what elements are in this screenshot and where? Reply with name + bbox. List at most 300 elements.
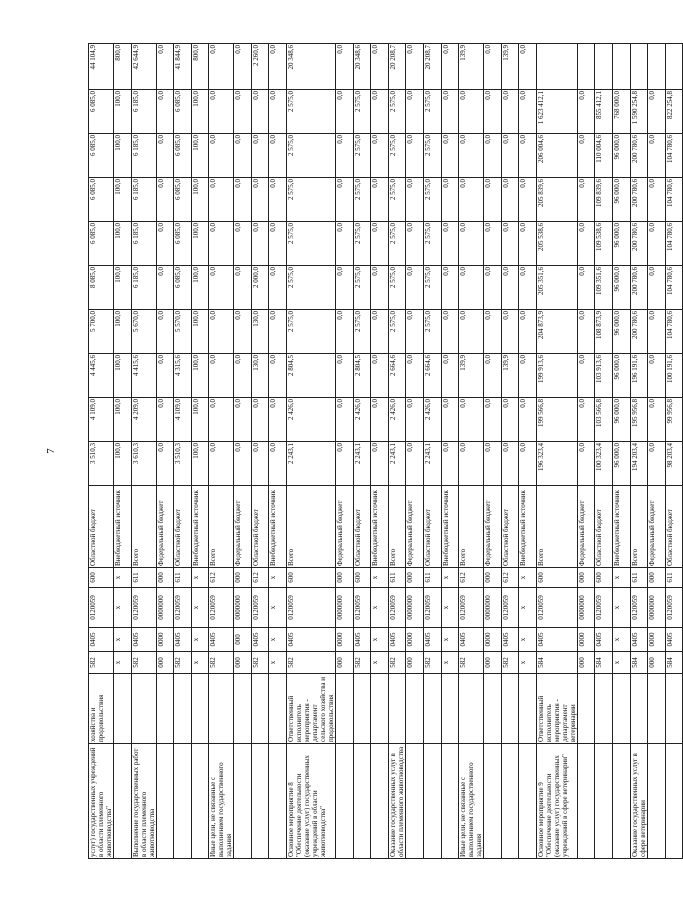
expense-type-cell: x — [519, 568, 537, 588]
value-cell: 0,0 — [336, 310, 354, 354]
table-row — [665, 44, 683, 859]
table-row — [287, 44, 336, 859]
value-cell: 109 839,6 — [595, 178, 613, 222]
value-cell: 100,0 — [114, 398, 132, 442]
value-cell — [612, 44, 630, 90]
value-cell: 2 575,0 — [388, 90, 406, 134]
value-cell: 0,0 — [269, 310, 287, 354]
value-cell: 0,0 — [441, 178, 459, 222]
value-cell: 0,0 — [648, 222, 666, 266]
responsible-cell — [388, 674, 406, 744]
table-row — [536, 44, 577, 859]
value-cell: 139,9 — [501, 44, 519, 90]
value-cell: 0,0 — [519, 266, 537, 310]
value-cell: 0,0 — [441, 442, 459, 486]
value-cell: 0,0 — [648, 90, 666, 134]
value-cell: 0,0 — [459, 90, 484, 134]
value-cell: 0,0 — [336, 134, 354, 178]
responsible-cell: хозяйства и продовольствия — [89, 674, 114, 744]
value-cell: 0,0 — [519, 178, 537, 222]
article-code-cell: 0120059 — [536, 588, 577, 628]
section-code-cell: 0405 — [630, 628, 648, 652]
value-cell: 0,0 — [371, 134, 389, 178]
value-cell: 0,0 — [371, 310, 389, 354]
value-cell: 0,0 — [209, 354, 234, 398]
value-cell: 104 780,6 — [665, 134, 683, 178]
value-cell: 0,0 — [648, 398, 666, 442]
value-cell: 1 590 254,8 — [630, 90, 648, 134]
value-cell: 0,0 — [484, 44, 502, 90]
value-cell: 100,0 — [191, 134, 209, 178]
value-cell: 100,0 — [191, 442, 209, 486]
funding-source-cell: Всего — [209, 486, 234, 568]
value-cell: 6 185,0 — [131, 134, 156, 178]
value-cell: 0,0 — [484, 310, 502, 354]
value-cell: 0,0 — [459, 222, 484, 266]
value-cell: 0,0 — [577, 90, 595, 134]
value-cell: 0,0 — [577, 442, 595, 486]
value-cell: 2 426,0 — [423, 398, 441, 442]
responsible-cell — [251, 674, 269, 744]
article-code-cell: 0000000 — [336, 588, 354, 628]
description-cell — [156, 744, 174, 859]
table-row — [459, 44, 484, 859]
value-cell: 96 000,0 — [612, 398, 630, 442]
value-cell: 2 575,0 — [388, 266, 406, 310]
value-cell: 0,0 — [234, 310, 252, 354]
responsible-cell — [209, 674, 234, 744]
value-cell: 0,0 — [484, 178, 502, 222]
table-row — [371, 44, 389, 859]
expense-type-cell: 612 — [209, 568, 234, 588]
value-cell: 0,0 — [269, 398, 287, 442]
value-cell: 0,0 — [519, 310, 537, 354]
article-code-cell: 0120059 — [423, 588, 441, 628]
value-cell: 0,0 — [459, 266, 484, 310]
description-cell — [174, 744, 192, 859]
value-cell: 0,0 — [441, 90, 459, 134]
gr-code-cell: x — [441, 652, 459, 674]
responsible-cell: Ответственный исполнитель мероприятия - департамент сельского хозяйства и продовольствия — [287, 674, 336, 744]
value-cell: 0,0 — [156, 354, 174, 398]
table-row — [114, 44, 132, 859]
responsible-cell — [423, 674, 441, 744]
expense-type-cell: 611 — [131, 568, 156, 588]
value-cell: 100,0 — [114, 442, 132, 486]
description-cell — [441, 744, 459, 859]
value-cell: 2 575,0 — [353, 178, 371, 222]
description-cell: Иные цели, не связанные с выполнением государственного задания — [459, 744, 484, 859]
funding-source-cell: Всего — [536, 486, 577, 568]
value-cell: 0,0 — [371, 44, 389, 90]
gr-code-cell: 584 — [630, 652, 648, 674]
table-row — [209, 44, 234, 859]
value-cell: 0,0 — [209, 266, 234, 310]
article-code-cell: 0120059 — [630, 588, 648, 628]
value-cell: 0,0 — [269, 90, 287, 134]
value-cell: 20 208,7 — [423, 44, 441, 90]
expense-type-cell: 600 — [353, 568, 371, 588]
value-cell: 6 085,0 — [174, 134, 192, 178]
article-code-cell: 0120059 — [251, 588, 269, 628]
value-cell: 0,0 — [406, 90, 424, 134]
value-cell: 0,0 — [406, 44, 424, 90]
section-code-cell: 0405 — [423, 628, 441, 652]
responsible-cell — [191, 674, 209, 744]
value-cell: 2 575,0 — [423, 222, 441, 266]
section-code-cell: 0405 — [388, 628, 406, 652]
value-cell: 0,0 — [519, 222, 537, 266]
expense-type-cell: x — [371, 568, 389, 588]
gr-code-cell: 584 — [536, 652, 577, 674]
article-code-cell: 0120059 — [131, 588, 156, 628]
value-cell: 104 780,6 — [665, 222, 683, 266]
responsible-cell — [371, 674, 389, 744]
value-cell: 96 000,0 — [612, 442, 630, 486]
description-cell — [336, 744, 354, 859]
value-cell: 0,0 — [577, 398, 595, 442]
value-cell: 0,0 — [406, 222, 424, 266]
value-cell: 0,0 — [648, 354, 666, 398]
value-cell: 100,0 — [191, 222, 209, 266]
responsible-cell — [131, 674, 156, 744]
gr-code-cell: 582 — [131, 652, 156, 674]
value-cell: 2 243,1 — [353, 442, 371, 486]
description-cell — [353, 744, 371, 859]
expense-type-cell: x — [269, 568, 287, 588]
value-cell: 100,0 — [114, 354, 132, 398]
section-code-cell: x — [519, 628, 537, 652]
value-cell: 0,0 — [336, 354, 354, 398]
funding-source-cell: Внебюджетный источник — [519, 486, 537, 568]
value-cell: 2 575,0 — [388, 178, 406, 222]
value-cell: 0,0 — [336, 398, 354, 442]
expense-type-cell: x — [191, 568, 209, 588]
value-cell: 0,0 — [371, 90, 389, 134]
value-cell: 42 644,9 — [131, 44, 156, 90]
value-cell: 100,0 — [191, 398, 209, 442]
value-cell: 100 191,6 — [665, 354, 683, 398]
article-code-cell: 0120059 — [174, 588, 192, 628]
value-cell: 0,0 — [501, 398, 519, 442]
value-cell: 0,0 — [459, 442, 484, 486]
article-code-cell: 0120059 — [209, 588, 234, 628]
value-cell — [665, 44, 683, 90]
value-cell: 199 913,6 — [536, 354, 577, 398]
value-cell: 8 085,0 — [89, 266, 114, 310]
responsible-cell — [630, 674, 648, 744]
value-cell: 2 575,0 — [423, 90, 441, 134]
value-cell: 0,0 — [459, 310, 484, 354]
funding-source-cell: Внебюджетный источник — [612, 486, 630, 568]
value-cell: 2 575,0 — [287, 90, 336, 134]
value-cell: 96 000,0 — [612, 178, 630, 222]
value-cell: 0,0 — [501, 442, 519, 486]
description-cell — [423, 744, 441, 859]
budget-table — [88, 43, 683, 859]
expense-type-cell: 000 — [156, 568, 174, 588]
value-cell: 100,0 — [191, 90, 209, 134]
value-cell: 200 780,6 — [630, 178, 648, 222]
value-cell: 6 085,0 — [174, 178, 192, 222]
table-body — [89, 44, 683, 859]
article-code-cell: x — [519, 588, 537, 628]
value-cell: 0,0 — [406, 178, 424, 222]
table-row — [501, 44, 519, 859]
value-cell: 2 243,1 — [423, 442, 441, 486]
value-cell: 0,0 — [209, 310, 234, 354]
description-cell: Выполнение государственных работ в области племенного животноводства — [131, 744, 156, 859]
table-row — [174, 44, 192, 859]
value-cell: 0,0 — [484, 442, 502, 486]
value-cell: 0,0 — [251, 90, 269, 134]
gr-code-cell: 582 — [174, 652, 192, 674]
value-cell: 0,0 — [441, 398, 459, 442]
funding-source-cell: Федеральный бюджет — [234, 486, 252, 568]
responsible-cell — [406, 674, 424, 744]
value-cell: 0,0 — [209, 90, 234, 134]
article-code-cell: x — [371, 588, 389, 628]
funding-source-cell: Областной бюджет — [89, 486, 114, 568]
value-cell: 2 575,0 — [287, 222, 336, 266]
value-cell: 2 575,0 — [388, 134, 406, 178]
value-cell: 0,0 — [441, 266, 459, 310]
description-cell — [371, 744, 389, 859]
value-cell: 98 203,4 — [665, 442, 683, 486]
value-cell: 2 575,0 — [388, 222, 406, 266]
value-cell: 0,0 — [336, 44, 354, 90]
value-cell: 2 243,1 — [287, 442, 336, 486]
funding-source-cell: Внебюджетный источник — [191, 486, 209, 568]
value-cell: 0,0 — [501, 178, 519, 222]
value-cell: 0,0 — [577, 310, 595, 354]
value-cell: 822 254,8 — [665, 90, 683, 134]
page-number: 7 — [44, 448, 57, 454]
table-row — [251, 44, 269, 859]
funding-source-cell: Областной бюджет — [501, 486, 519, 568]
article-code-cell: 0000000 — [406, 588, 424, 628]
article-code-cell: 0120059 — [287, 588, 336, 628]
value-cell: 6 085,0 — [89, 222, 114, 266]
section-code-cell: 0000 — [577, 628, 595, 652]
value-cell: 0,0 — [371, 442, 389, 486]
value-cell: 100,0 — [114, 134, 132, 178]
value-cell: 205 351,6 — [536, 266, 577, 310]
value-cell: 4 415,6 — [131, 354, 156, 398]
value-cell: 108 873,9 — [595, 310, 613, 354]
value-cell: 6 085,0 — [89, 90, 114, 134]
funding-source-cell: Областной бюджет — [174, 486, 192, 568]
value-cell: 0,0 — [156, 178, 174, 222]
table-row — [648, 44, 666, 859]
funding-source-cell: Федеральный бюджет — [336, 486, 354, 568]
funding-source-cell: Внебюджетный источник — [371, 486, 389, 568]
value-cell: 6 085,0 — [174, 266, 192, 310]
value-cell: 6 185,0 — [131, 178, 156, 222]
value-cell: 100,0 — [114, 178, 132, 222]
value-cell: 0,0 — [441, 310, 459, 354]
value-cell: 0,0 — [156, 266, 174, 310]
value-cell: 0,0 — [484, 266, 502, 310]
section-code-cell: x — [269, 628, 287, 652]
value-cell — [648, 44, 666, 90]
gr-code-cell: 000 — [484, 652, 502, 674]
gr-code-cell: 000 — [336, 652, 354, 674]
value-cell: 2 426,0 — [388, 398, 406, 442]
gr-code-cell: 584 — [665, 652, 683, 674]
section-code-cell: x — [441, 628, 459, 652]
value-cell: 109 351,6 — [595, 266, 613, 310]
funding-source-cell: Областной бюджет — [665, 486, 683, 568]
value-cell: 5 700,0 — [89, 310, 114, 354]
value-cell: 0,0 — [441, 354, 459, 398]
gr-code-cell: x — [191, 652, 209, 674]
gr-code-cell: 000 — [234, 652, 252, 674]
description-cell — [114, 744, 132, 859]
value-cell: 99 956,8 — [665, 398, 683, 442]
value-cell: 103 566,8 — [595, 398, 613, 442]
article-code-cell: 0000000 — [648, 588, 666, 628]
gr-code-cell: 582 — [423, 652, 441, 674]
value-cell: 0,0 — [156, 310, 174, 354]
funding-source-cell: Областной бюджет — [251, 486, 269, 568]
value-cell: 2 664,6 — [388, 354, 406, 398]
funding-source-cell: Всего — [459, 486, 484, 568]
value-cell: 0,0 — [577, 178, 595, 222]
description-cell: Основное мероприятие 8 "Обеспечение деятельности (оказание услуг) государственных учреждений в области животноводства" — [287, 744, 336, 859]
value-cell: 110 004,6 — [595, 134, 613, 178]
value-cell — [630, 44, 648, 90]
article-code-cell: x — [191, 588, 209, 628]
gr-code-cell: 000 — [648, 652, 666, 674]
expense-type-cell: 600 — [536, 568, 577, 588]
value-cell: 5 670,0 — [131, 310, 156, 354]
value-cell: 205 538,6 — [536, 222, 577, 266]
value-cell: 0,0 — [209, 442, 234, 486]
funding-source-cell: Внебюджетный источник — [269, 486, 287, 568]
value-cell: 0,0 — [209, 44, 234, 90]
value-cell: 2 575,0 — [287, 266, 336, 310]
funding-source-cell: Областной бюджет — [595, 486, 613, 568]
value-cell: 200 780,6 — [630, 222, 648, 266]
responsible-cell — [665, 674, 683, 744]
value-cell: 4 209,0 — [131, 398, 156, 442]
description-cell — [519, 744, 537, 859]
article-code-cell: 0120059 — [89, 588, 114, 628]
table-row — [269, 44, 287, 859]
responsible-cell — [501, 674, 519, 744]
value-cell: 4 109,0 — [174, 398, 192, 442]
value-cell: 0,0 — [441, 134, 459, 178]
value-cell: 139,9 — [459, 354, 484, 398]
value-cell: 0,0 — [156, 222, 174, 266]
article-code-cell: x — [114, 588, 132, 628]
value-cell: 0,0 — [519, 44, 537, 90]
value-cell: 2 664,6 — [423, 354, 441, 398]
value-cell: 0,0 — [156, 442, 174, 486]
value-cell: 0,0 — [648, 310, 666, 354]
table-row — [156, 44, 174, 859]
value-cell: 100 323,4 — [595, 442, 613, 486]
gr-code-cell: x — [371, 652, 389, 674]
gr-code-cell: x — [114, 652, 132, 674]
value-cell: 2 575,0 — [287, 178, 336, 222]
value-cell: 6 085,0 — [89, 178, 114, 222]
value-cell: 0,0 — [234, 398, 252, 442]
value-cell: 4 445,6 — [89, 354, 114, 398]
section-code-cell: 0000 — [484, 628, 502, 652]
value-cell: 2 575,0 — [423, 266, 441, 310]
responsible-cell — [336, 674, 354, 744]
value-cell: 2 575,0 — [353, 90, 371, 134]
value-cell: 0,0 — [234, 442, 252, 486]
description-cell — [577, 744, 595, 859]
value-cell: 0,0 — [441, 222, 459, 266]
value-cell: 6 185,0 — [131, 266, 156, 310]
value-cell: 2 575,0 — [353, 222, 371, 266]
description-cell — [406, 744, 424, 859]
value-cell: 100,0 — [191, 266, 209, 310]
table-row — [612, 44, 630, 859]
value-cell: 20 348,6 — [287, 44, 336, 90]
value-cell: 96 000,0 — [612, 222, 630, 266]
value-cell: 100,0 — [191, 178, 209, 222]
value-cell: 0,0 — [269, 266, 287, 310]
section-code-cell: 0405 — [89, 628, 114, 652]
section-code-cell: 0000 — [336, 628, 354, 652]
value-cell: 0,0 — [648, 442, 666, 486]
value-cell: 0,0 — [501, 266, 519, 310]
value-cell: 0,0 — [577, 354, 595, 398]
value-cell: 200 780,6 — [630, 266, 648, 310]
gr-code-cell: x — [519, 652, 537, 674]
article-code-cell: 0120059 — [388, 588, 406, 628]
gr-code-cell: 582 — [287, 652, 336, 674]
value-cell: 0,0 — [441, 44, 459, 90]
gr-code-cell: x — [269, 652, 287, 674]
article-code-cell: 0120059 — [459, 588, 484, 628]
value-cell: 0,0 — [269, 222, 287, 266]
table-row — [441, 44, 459, 859]
value-cell: 41 844,9 — [174, 44, 192, 90]
value-cell: 194 203,4 — [630, 442, 648, 486]
value-cell: 3 610,3 — [131, 442, 156, 486]
value-cell: 0,0 — [459, 398, 484, 442]
expense-type-cell: 000 — [406, 568, 424, 588]
value-cell: 0,0 — [519, 134, 537, 178]
article-code-cell: 0000000 — [156, 588, 174, 628]
value-cell: 0,0 — [501, 134, 519, 178]
description-cell: Оказание государственных услуг в области племенного животноводства — [388, 744, 406, 859]
section-code-cell: x — [612, 628, 630, 652]
value-cell: 0,0 — [234, 134, 252, 178]
value-cell: 0,0 — [251, 134, 269, 178]
description-cell — [251, 744, 269, 859]
value-cell: 0,0 — [371, 178, 389, 222]
expense-type-cell: 611 — [174, 568, 192, 588]
section-code-cell: 000 — [234, 628, 252, 652]
value-cell: 0,0 — [269, 178, 287, 222]
value-cell: 6 085,0 — [174, 90, 192, 134]
value-cell: 2 804,5 — [353, 354, 371, 398]
expense-type-cell: 611 — [423, 568, 441, 588]
expense-type-cell: 600 — [89, 568, 114, 588]
responsible-cell — [577, 674, 595, 744]
value-cell: 103 913,6 — [595, 354, 613, 398]
responsible-cell — [459, 674, 484, 744]
table-row — [388, 44, 406, 859]
value-cell: 6 185,0 — [131, 222, 156, 266]
